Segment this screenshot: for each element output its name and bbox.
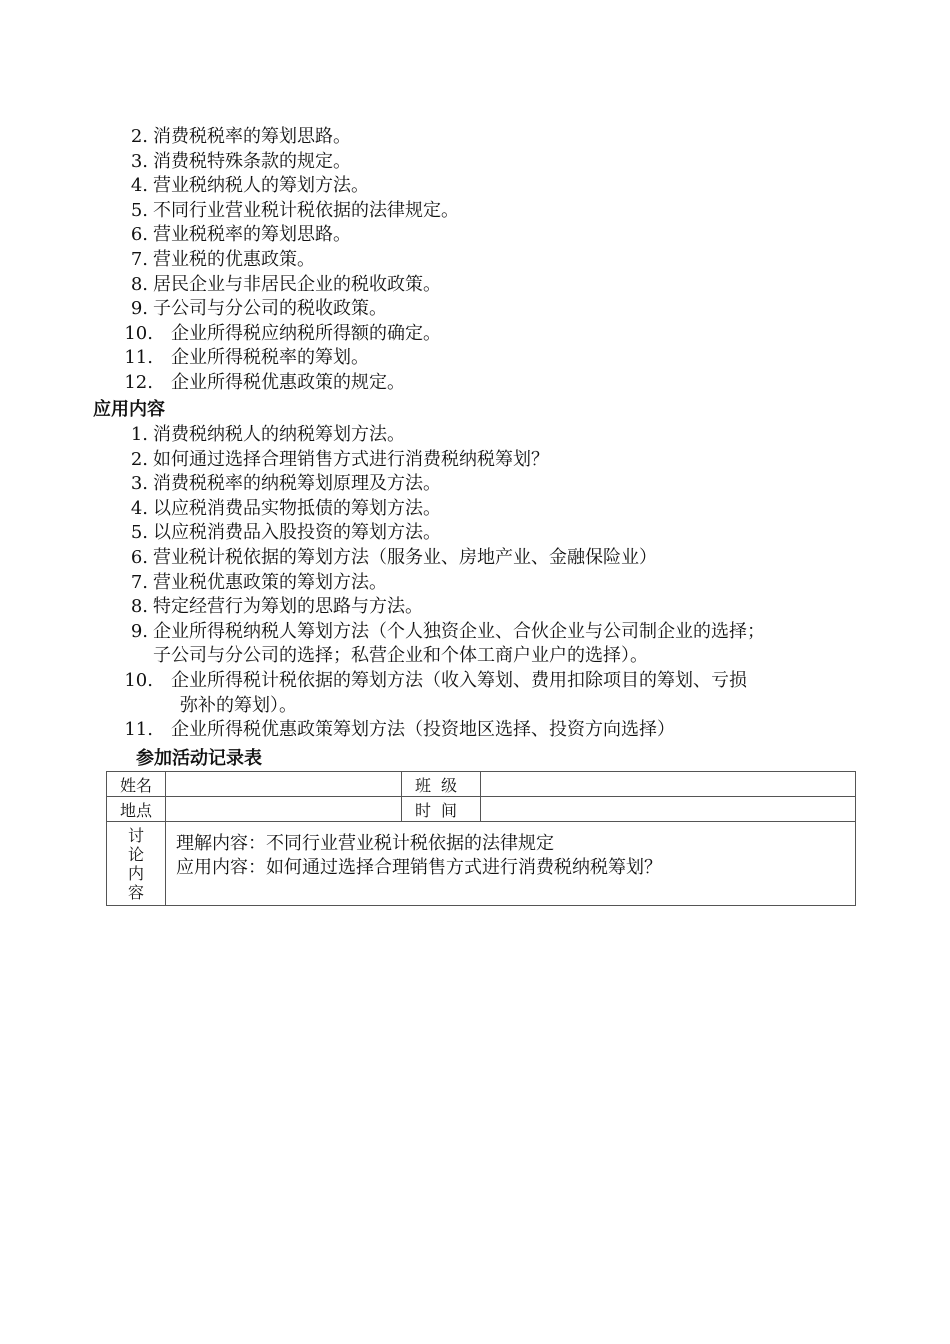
list-item [0, 199, 950, 224]
application-line: 应用内容：如何通过选择合理销售方式进行消费税纳税筹划？ [176, 857, 662, 878]
item-number: 10. [124, 322, 153, 344]
place-field[interactable] [166, 797, 402, 822]
discussion-content[interactable] [166, 822, 856, 906]
list-item [0, 571, 950, 596]
item-number: 11. [124, 719, 153, 741]
item-number: 2. [130, 126, 148, 147]
item-text: 营业税计税依据的筹划方法（服务业、房地产业、金融保险业） [153, 546, 657, 568]
item-text: 消费税税率的筹划思路。 [153, 126, 351, 147]
discussion-label-char: 内 [127, 863, 144, 883]
table-row [107, 772, 856, 797]
item-number: 9. [130, 298, 148, 320]
list-item [0, 546, 950, 571]
list-item [0, 497, 950, 522]
item-number: 6. [130, 546, 148, 568]
list-item [0, 620, 950, 669]
item-text: 企业所得税纳税人筹划方法（个人独资企业、合伙企业与公司制企业的选择； [153, 620, 765, 642]
item-number: 8. [130, 596, 148, 618]
understanding-line: 理解内容：不同行业营业税计税依据的法律规定 [176, 833, 554, 854]
item-number: 2. [130, 448, 148, 470]
item-text: 居民企业与非居民企业的税收政策。 [153, 273, 441, 295]
item-number: 7. [130, 248, 148, 270]
list-item [0, 273, 950, 298]
list-item [0, 521, 950, 546]
item-text: 消费税特殊条款的规定。 [153, 150, 351, 172]
list-item [0, 448, 950, 473]
item-number: 3. [130, 150, 148, 172]
place-label: 地点 [107, 797, 166, 822]
list-item [0, 669, 950, 718]
item-number: 8. [130, 273, 148, 295]
item-text: 以应税消费品实物抵债的筹划方法。 [153, 497, 441, 519]
item-number: 5. [130, 522, 148, 544]
section-heading: 应用内容 [93, 399, 165, 420]
table-row [107, 822, 856, 906]
list-item [0, 595, 950, 620]
item-number: 5. [130, 199, 148, 221]
item-text: 营业税税率的筹划思路。 [153, 224, 351, 246]
item-text: 营业税纳税人的筹划方法。 [153, 175, 369, 197]
class-label: 班级 [402, 772, 481, 797]
item-number: 9. [130, 620, 148, 642]
list-item [0, 423, 950, 448]
item-number: 4. [130, 175, 148, 197]
discussion-label-char: 容 [127, 882, 144, 902]
discussion-label-char: 讨 [127, 825, 144, 845]
item-text: 企业所得税优惠政策筹划方法（投资地区选择、投资方向选择） [171, 719, 675, 741]
understanding-list [0, 125, 950, 396]
list-item [0, 322, 950, 347]
item-text: 不同行业营业税计税依据的法律规定。 [153, 199, 459, 221]
record-table [106, 771, 856, 906]
name-field[interactable] [166, 772, 402, 797]
item-text: 消费税纳税人的纳税筹划方法。 [153, 424, 405, 445]
item-text: 企业所得税优惠政策的规定。 [171, 371, 405, 393]
item-text: 营业税的优惠政策。 [153, 248, 315, 270]
table-row [107, 797, 856, 822]
item-number: 1. [130, 424, 148, 445]
list-item [0, 150, 950, 175]
discussion-label [107, 822, 166, 906]
item-text: 如何通过选择合理销售方式进行消费税纳税筹划？ [153, 448, 549, 470]
class-field[interactable] [481, 772, 856, 797]
application-list [0, 423, 950, 743]
item-number: 4. [130, 497, 148, 519]
item-text: 营业税优惠政策的筹划方法。 [153, 571, 387, 593]
list-item [0, 718, 950, 743]
item-text: 特定经营行为筹划的思路与方法。 [153, 596, 423, 618]
time-label: 时间 [402, 797, 481, 822]
item-text: 以应税消费品入股投资的筹划方法。 [153, 522, 441, 544]
item-number: 6. [130, 224, 148, 246]
list-item [0, 174, 950, 199]
item-text: 消费税税率的纳税筹划原理及方法。 [153, 473, 441, 495]
list-item [0, 346, 950, 371]
item-number: 7. [130, 571, 148, 593]
item-text-continuation: 弥补的筹划）。 [180, 694, 297, 716]
list-item [0, 371, 950, 396]
item-number: 3. [130, 473, 148, 495]
list-item [0, 125, 950, 150]
list-item [0, 297, 950, 322]
list-item [0, 248, 950, 273]
item-text-continuation: 子公司与分公司的选择；私营企业和个体工商户业户的选择）。 [153, 645, 648, 667]
time-field[interactable] [481, 797, 856, 822]
list-item [0, 223, 950, 248]
item-number: 12. [124, 371, 153, 393]
record-table-heading: 参加活动记录表 [136, 748, 262, 769]
item-text: 企业所得税计税依据的筹划方法（收入筹划、费用扣除项目的筹划、亏损 [171, 669, 747, 691]
item-text: 子公司与分公司的税收政策。 [153, 298, 387, 320]
item-text: 企业所得税应纳税所得额的确定。 [171, 322, 441, 344]
item-number: 11. [124, 347, 153, 369]
item-number: 10. [124, 669, 153, 691]
list-item [0, 472, 950, 497]
discussion-label-char: 论 [127, 844, 144, 864]
item-text: 企业所得税税率的筹划。 [171, 347, 369, 369]
name-label: 姓名 [107, 772, 166, 797]
